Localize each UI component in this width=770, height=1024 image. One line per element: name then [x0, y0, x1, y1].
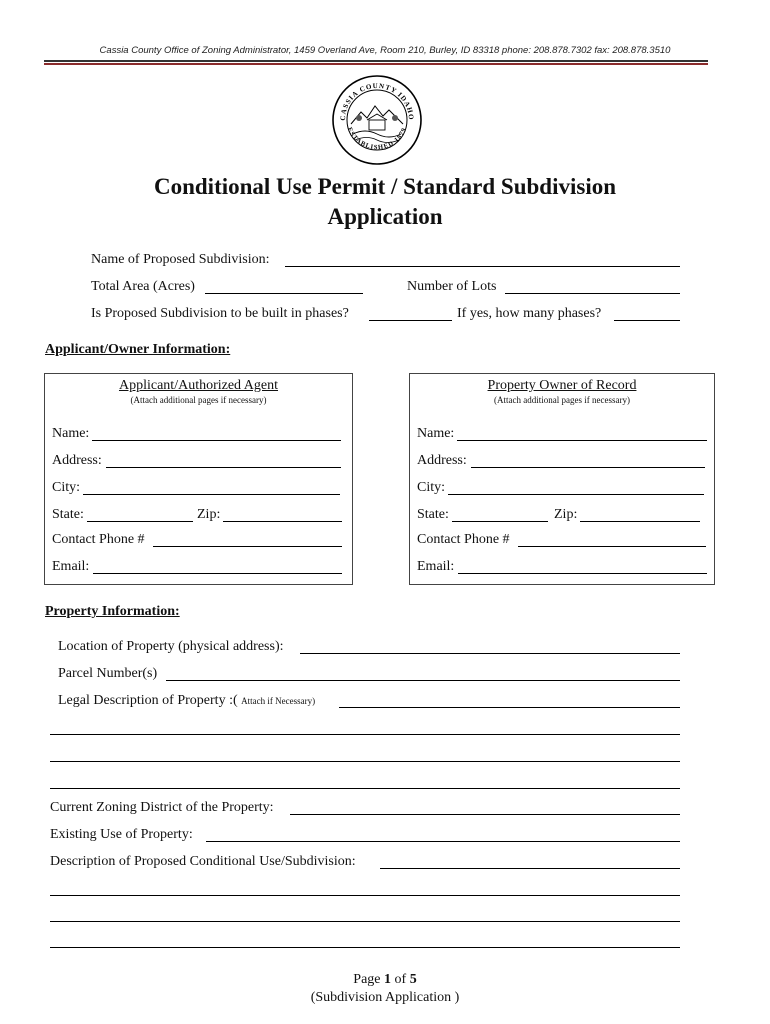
page-of: of	[391, 972, 410, 987]
owner-state-label: State:	[417, 507, 449, 522]
owner-city-label: City:	[417, 480, 446, 495]
county-seal	[331, 74, 423, 166]
property-owner-box	[409, 373, 715, 585]
agent-city-field[interactable]	[83, 494, 340, 495]
how-many-phases-label: If yes, how many phases?	[457, 306, 602, 321]
description-line-2[interactable]	[50, 895, 680, 896]
zoning-field[interactable]	[290, 814, 680, 815]
legal-description-line-3[interactable]	[50, 761, 680, 762]
page-total: 5	[409, 972, 417, 987]
phases-label: Is Proposed Subdivision to be built in phases?	[91, 306, 349, 321]
agent-state-field[interactable]	[87, 521, 193, 522]
agent-name-label: Name:	[52, 426, 90, 441]
existing-use-field[interactable]	[206, 841, 680, 842]
subdivision-name-label: Name of Proposed Subdivision:	[91, 252, 270, 267]
location-field[interactable]	[300, 653, 680, 654]
agent-phone-label: Contact Phone #	[52, 532, 145, 547]
owner-box-note: (Attach additional pages if necessary)	[494, 395, 630, 405]
page-prefix: Page	[353, 972, 385, 987]
owner-zip-label: Zip:	[554, 507, 578, 522]
owner-phone-label: Contact Phone #	[417, 532, 510, 547]
agent-email-label: Email:	[52, 559, 90, 574]
owner-address-label: Address:	[417, 453, 467, 468]
legal-description-text: Legal Description of Property :(	[58, 693, 238, 708]
total-area-label: Total Area (Acres)	[91, 279, 195, 294]
description-line-4[interactable]	[50, 947, 680, 948]
agent-address-field[interactable]	[106, 467, 341, 468]
applicant-owner-heading: Applicant/Owner Information:	[45, 342, 231, 357]
svg-text:ESTABLISHED 1879: ESTABLISHED 1879	[345, 126, 409, 152]
agent-zip-label: Zip:	[197, 507, 221, 522]
phases-field[interactable]	[369, 320, 452, 321]
number-of-lots-field[interactable]	[505, 293, 680, 294]
header-rule-dark	[44, 60, 708, 62]
page-footer	[0, 971, 770, 1007]
svg-text:CASSIA COUNTY IDAHO: CASSIA COUNTY IDAHO	[338, 81, 416, 121]
legal-description-label	[58, 693, 315, 709]
form-title	[0, 172, 770, 232]
agent-phone-field[interactable]	[153, 546, 342, 547]
existing-use-label: Existing Use of Property:	[50, 827, 193, 842]
document-name: (Subdivision Application )	[310, 990, 460, 1005]
subdivision-name-field[interactable]	[285, 266, 680, 267]
agent-name-field[interactable]	[92, 440, 341, 441]
office-header: Cassia County Office of Zoning Administrator, 1459 Overland Ave, Room 210, Burley, ID 83318 phone: 208.878.7302 fax: 208.878.3510	[99, 45, 671, 56]
number-of-lots-label: Number of Lots	[407, 279, 497, 294]
owner-box-title: Property Owner of Record	[487, 378, 637, 393]
owner-name-label: Name:	[417, 426, 455, 441]
property-info-heading: Property Information:	[45, 604, 180, 619]
agent-email-field[interactable]	[93, 573, 342, 574]
total-area-field[interactable]	[205, 293, 363, 294]
owner-email-label: Email:	[417, 559, 455, 574]
agent-address-label: Address:	[52, 453, 102, 468]
parcel-label: Parcel Number(s)	[58, 666, 158, 681]
owner-state-field[interactable]	[452, 521, 548, 522]
owner-city-field[interactable]	[448, 494, 704, 495]
agent-state-label: State:	[52, 507, 84, 522]
legal-description-line-4[interactable]	[50, 788, 680, 789]
legal-description-line-2[interactable]	[50, 734, 680, 735]
applicant-agent-box	[44, 373, 353, 585]
description-field[interactable]	[380, 868, 680, 869]
owner-phone-field[interactable]	[518, 546, 706, 547]
how-many-phases-field[interactable]	[614, 320, 680, 321]
page-number	[0, 971, 770, 989]
description-line-3[interactable]	[50, 921, 680, 922]
agent-box-note: (Attach additional pages if necessary)	[130, 395, 267, 405]
agent-zip-field[interactable]	[223, 521, 342, 522]
form-title-line2: Application	[327, 204, 443, 229]
owner-address-field[interactable]	[471, 467, 705, 468]
agent-box-title: Applicant/Authorized Agent	[118, 378, 279, 393]
form-title-line1: Conditional Use Permit / Standard Subdivision	[153, 174, 616, 199]
zoning-label: Current Zoning District of the Property:	[50, 800, 274, 815]
owner-zip-field[interactable]	[580, 521, 700, 522]
legal-description-field[interactable]	[339, 707, 680, 708]
page-num: 1	[384, 972, 392, 987]
description-label: Description of Proposed Conditional Use/Subdivision:	[50, 854, 356, 869]
parcel-field[interactable]	[166, 680, 680, 681]
legal-description-note: Attach if Necessary)	[241, 696, 316, 706]
location-label: Location of Property (physical address):	[58, 639, 284, 654]
owner-email-field[interactable]	[458, 573, 707, 574]
header-rule-red	[44, 63, 708, 65]
owner-name-field[interactable]	[457, 440, 707, 441]
agent-city-label: City:	[52, 480, 81, 495]
